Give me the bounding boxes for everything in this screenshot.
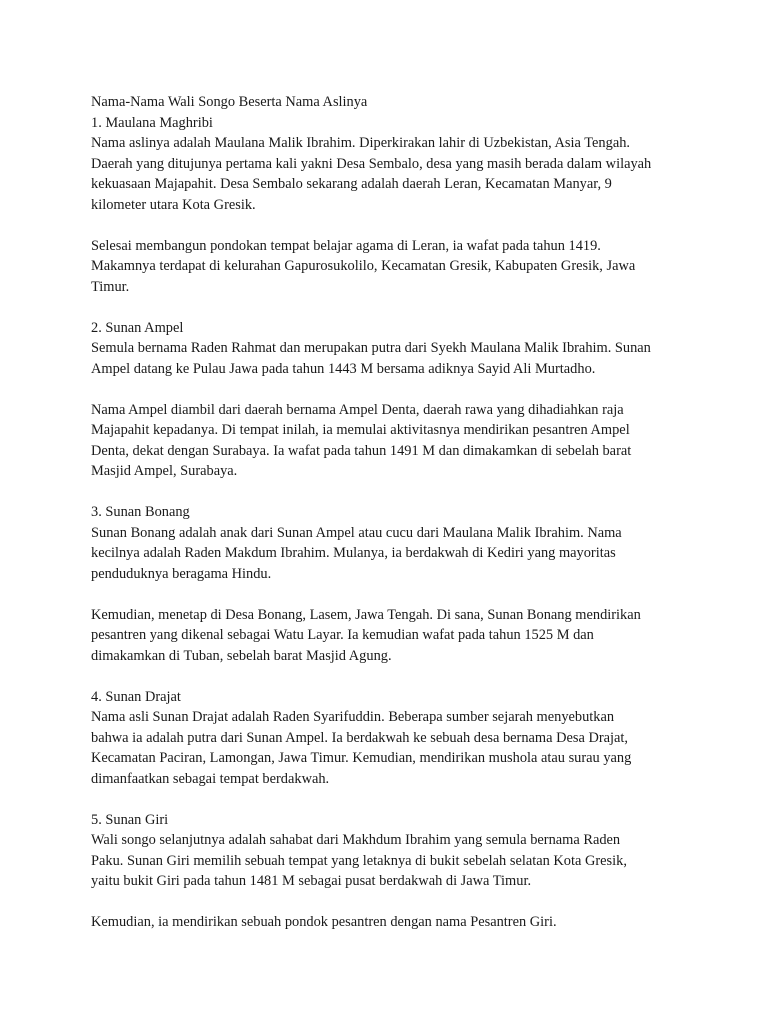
- text-line: 4. Sunan Drajat: [91, 688, 181, 705]
- text-line: Paku. Sunan Giri memilih sebuah tempat yang letaknya di bukit sebelah selatan Kota Gresik,: [91, 852, 627, 869]
- text-line: Semula bernama Raden Rahmat dan merupakan putra dari Syekh Maulana Malik Ibrahim. Sunan: [91, 340, 651, 356]
- text-line: 3. Sunan Bonang: [91, 504, 190, 520]
- text-line: Kecamatan Paciran, Lamongan, Jawa Timur. Kemudian, mendirikan mushola atau surau yang: [91, 750, 632, 766]
- text-line: penduduknya beragama Hindu.: [91, 565, 272, 582]
- text-line: Nama Ampel diambil dari daerah bernama Ampel Denta, daerah rawa yang dihadiahkan raja: [91, 401, 624, 418]
- paragraph: [91, 113, 691, 216]
- paragraph: [91, 502, 691, 584]
- text-line: Kemudian, ia mendirikan sebuah pondok pesantren dengan nama Pesantren Giri.: [91, 914, 557, 930]
- paragraph: [91, 687, 691, 790]
- text-line: Sunan Bonang adalah anak dari Sunan Ampel atau cucu dari Maulana Malik Ibrahim. Nama: [91, 524, 622, 541]
- text-line: Timur.: [91, 278, 130, 295]
- text-line: kekuasaan Majapahit. Desa Sembalo sekarang adalah daerah Leran, Kecamatan Manyar, 9: [91, 176, 612, 192]
- text-line: 1. Maulana Maghribi: [91, 114, 213, 131]
- document-body: [91, 113, 691, 933]
- text-line: Wali songo selanjutnya adalah sahabat dari Makhdum Ibrahim yang semula bernama Raden: [91, 832, 621, 848]
- text-line: Daerah yang ditujunya pertama kali yakni Desa Sembalo, desa yang masih berada dalam wilayah: [91, 155, 652, 172]
- text-line: Makamnya terdapat di kelurahan Gapurosukolilo, Kecamatan Gresik, Kabupaten Gresik, Jawa: [91, 258, 636, 274]
- text-line: bahwa ia adalah putra dari Sunan Ampel. Ia berdakwah ke sebuah desa bernama Desa Drajat,: [91, 729, 629, 746]
- paragraph: [91, 236, 691, 298]
- text-line: 5. Sunan Giri: [91, 811, 169, 828]
- paragraph: [91, 912, 691, 933]
- text-line: kecilnya adalah Raden Makdum Ibrahim. Mulanya, ia berdakwah di Kediri yang mayoritas: [91, 545, 616, 561]
- text-line: 2. Sunan Ampel: [91, 319, 184, 336]
- text-line: Denta, dekat dengan Surabaya. Ia wafat pada tahun 1491 M dan dimakamkan di sebelah barat: [91, 442, 632, 459]
- paragraph: [91, 318, 691, 380]
- text-line: yaitu bukit Giri pada tahun 1481 M sebagai pusat berdakwah di Jawa Timur.: [91, 873, 532, 889]
- document-page: [91, 92, 691, 933]
- text-line: pesantren yang dikenal sebagai Watu Layar. Ia kemudian wafat pada tahun 1525 M dan: [91, 627, 594, 643]
- text-line: kilometer utara Kota Gresik.: [91, 196, 256, 213]
- text-line: Selesai membangun pondokan tempat belajar agama di Leran, ia wafat pada tahun 1419.: [91, 237, 601, 254]
- document-title: Nama-Nama Wali Songo Beserta Nama Aslinya: [91, 94, 368, 110]
- text-line: Majapahit kepadanya. Di tempat inilah, ia memulai aktivitasnya mendirikan pesantren Ampel: [91, 422, 630, 438]
- text-line: Nama asli Sunan Drajat adalah Raden Syarifuddin. Beberapa sumber sejarah menyebutkan: [91, 709, 615, 725]
- text-line: Kemudian, menetap di Desa Bonang, Lasem, Jawa Tengah. Di sana, Sunan Bonang mendirikan: [91, 606, 641, 623]
- text-line: Ampel datang ke Pulau Jawa pada tahun 1443 M bersama adiknya Sayid Ali Murtadho.: [91, 360, 596, 377]
- text-line: Masjid Ampel, Surabaya.: [91, 463, 238, 479]
- paragraph: [91, 400, 691, 482]
- text-line: Nama aslinya adalah Maulana Malik Ibrahim. Diperkirakan lahir di Uzbekistan, Asia Tengah.: [91, 135, 631, 151]
- paragraph: [91, 605, 691, 667]
- text-line: dimakamkan di Tuban, sebelah barat Masjid Agung.: [91, 647, 392, 664]
- text-line: dimanfaatkan sebagai tempat berdakwah.: [91, 770, 330, 787]
- paragraph: [91, 810, 691, 892]
